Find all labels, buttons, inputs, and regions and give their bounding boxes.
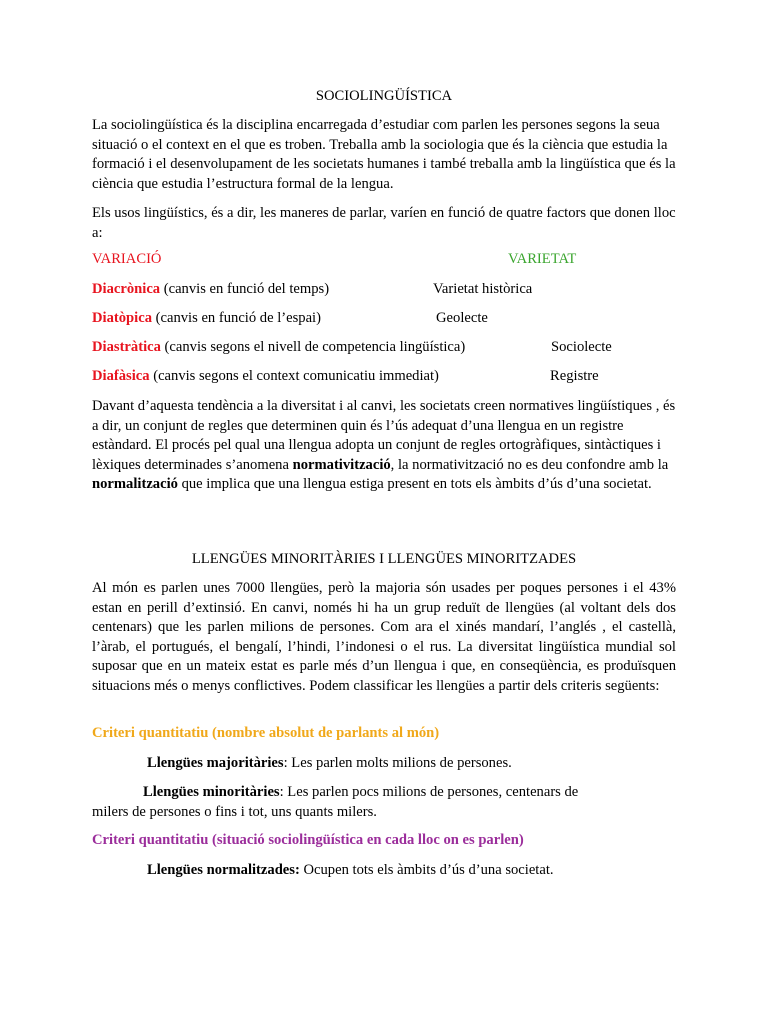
- section-title: LLENGÜES MINORITÀRIES I LLENGÜES MINORITZADES: [191, 551, 577, 567]
- mon-paragraph: Al món es parlen unes 7000 llengües, però la majoria són usades per poques persones i el 43% estan en perill d’extinsió. En canvi, només hi ha un grup reduït de llengües (al voltant dels dos centenars) que les parlen milions de persones. Com ara el xinés mandarí, l’anglés , el castellà, l’àrab, el portugués, el bengalí, l’hindi, l’indonesi o el rus. La diversitat lingüística mundial sol suposar que en un mateix estat es parle més d’un llengua i que, en conseqüència, es produïsquen situacions més o menys conflictives. Podem classificar les llengües a partir dels criteris següents:: [92, 580, 676, 694]
- normativitzacio-term: normativització: [292, 456, 391, 473]
- variation-desc: (canvis segons el context comunicatiu immediat): [149, 368, 439, 384]
- normalitzades-term: Llengües normalitzades:: [147, 862, 300, 878]
- normativa-paragraph: Davant d’aquesta tendència a la diversitat i al canvi, les societats creen normatives lingüístiques , és a dir, un conjunt de regles que determinen quin és l’ús adequat d’una llengua en un registre estàndard. El procés pel qual una llengua adopta un conjunt de regles ortogràfiques, sintàctiques i lèxiques determinades s’anomena normativització, la normativització no es deu confondre amb la normalització que implica que una llengua estiga present en tots els àmbits d’ús d’una societat.: [92, 398, 676, 492]
- variation-term: Diacrònica: [92, 281, 161, 297]
- intro-paragraph: La sociolingüística és la disciplina encarregada d’estudiar com parlen les persones segons la seua situació o el context en el que es troben. Treballa amb la sociologia que és la ciència que estudia la formació i el desenvolupament de les societats humanes i també treballa amb la lingüística que és la ciència que estudia l’estructura formal de la lengua.: [92, 117, 676, 192]
- table-header: [92, 251, 692, 271]
- minoritaries-term: Llengües minoritàries: [143, 784, 280, 800]
- variation-term: Diafàsica: [92, 368, 150, 384]
- majoritaries-term: Llengües majoritàries: [147, 755, 284, 771]
- variety-name: Sociolecte: [551, 339, 612, 355]
- table-row: [92, 368, 692, 388]
- minoritaries-paragraph: Llengües minoritàries: Les parlen pocs milions de persones, centenars de milers de persones o fins i tot, uns quants milers.: [92, 784, 579, 820]
- variation-desc: (canvis segons el nivell de competencia lingüística): [160, 339, 466, 355]
- table-row: [92, 310, 692, 330]
- table-row: [92, 281, 692, 301]
- variety-name: Varietat històrica: [433, 281, 533, 297]
- variety-name: Registre: [550, 368, 599, 384]
- table-row: [92, 339, 692, 359]
- normalitzacio-term: normalització: [92, 476, 178, 492]
- variation-term: Diastràtica: [92, 339, 161, 355]
- header-varietat: VARIETAT: [508, 251, 577, 267]
- variation-desc: (canvis en funció del temps): [160, 281, 330, 297]
- criteri-sociolinguistic-heading: Criteri quantitatiu (situació sociolingüística en cada lloc on es parlen): [92, 832, 524, 848]
- variation-desc: (canvis en funció de l’espai): [152, 310, 321, 326]
- majoritaries-paragraph: Llengües majoritàries: Les parlen molts milions de persones.: [147, 755, 512, 771]
- criteri-quantitatiu-heading: Criteri quantitatiu (nombre absolut de parlants al món): [92, 725, 440, 741]
- variety-name: Geolecte: [436, 310, 488, 326]
- header-variacio: VARIACIÓ: [92, 251, 162, 267]
- normalitzades-paragraph: Llengües normalitzades: Ocupen tots els àmbits d’ús d’una societat.: [147, 862, 554, 878]
- page-title: SOCIOLINGÜÍSTICA: [315, 88, 453, 104]
- variation-term: Diatòpica: [92, 310, 152, 326]
- usos-paragraph: Els usos lingüístics, és a dir, les maneres de parlar, varíen en funció de quatre factors que donen lloc a:: [92, 205, 676, 241]
